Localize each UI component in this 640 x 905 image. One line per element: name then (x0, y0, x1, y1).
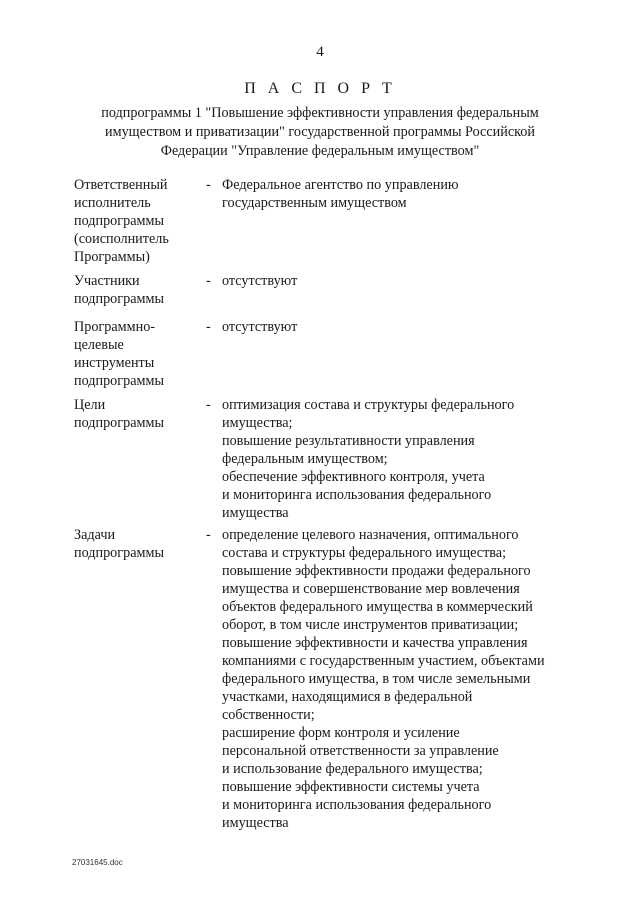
value-line: участками, находящимися в федеральной (222, 689, 473, 705)
label-line: Программы) (74, 249, 150, 265)
value-line: отсутствуют (222, 319, 298, 335)
row-dash: - (206, 177, 211, 193)
label-line: подпрограммы (74, 415, 164, 431)
label-line: подпрограммы (74, 373, 164, 389)
value-line: федерального имущества, в том числе земельными (222, 671, 531, 687)
file-name-footer: 27031645.doc (72, 858, 123, 867)
row-dash: - (206, 273, 211, 289)
label-line: Ответственный (74, 177, 168, 193)
label-line: исполнитель (74, 195, 151, 211)
value-line: Федеральное агентство по управлению (222, 177, 459, 193)
subtitle-line: Федерации "Управление федеральным имуществом" (160, 143, 480, 159)
value-line: и использование федерального имущества; (222, 761, 483, 777)
label-line: подпрограммы (74, 213, 164, 229)
row-value (222, 176, 602, 212)
value-line: отсутствуют (222, 273, 298, 289)
value-line: повышение результативности управления (222, 433, 475, 449)
value-line: компаниями с государственным участием, объектами (222, 653, 545, 669)
page-number: 4 (316, 44, 324, 60)
row-value (222, 318, 602, 336)
value-line: повышение эффективности системы учета (222, 779, 480, 795)
value-line: имущества и совершенствование мер вовлечения (222, 581, 520, 597)
value-line: государственным имуществом (222, 195, 407, 211)
row-dash: - (206, 319, 211, 335)
label-line: Задачи (74, 527, 116, 543)
value-line: повышение эффективности продажи федерального (222, 563, 531, 579)
label-line: Участники (74, 273, 140, 289)
value-line: персональной ответственности за управление (222, 743, 499, 759)
row-label (74, 396, 194, 432)
value-line: определение целевого назначения, оптимального (222, 527, 519, 543)
label-line: подпрограммы (74, 545, 164, 561)
document-title: П А С П О Р Т (244, 80, 396, 97)
value-line: оптимизация состава и структуры федерального (222, 397, 515, 413)
value-line: повышение эффективности и качества управления (222, 635, 528, 651)
value-line: федеральным имуществом; (222, 451, 388, 467)
row-value (222, 396, 602, 522)
value-line: расширение форм контроля и усиление (222, 725, 460, 741)
row-value (222, 526, 602, 832)
row-label (74, 526, 194, 562)
document-subtitle (70, 104, 570, 161)
value-line: имущества (222, 815, 289, 831)
value-line: и мониторинга использования федерального (222, 487, 492, 503)
value-line: собственности; (222, 707, 315, 723)
subtitle-line: имуществом и приватизации" государственной программы Российской (105, 124, 535, 140)
value-line: объектов федерального имущества в коммерческий (222, 599, 533, 615)
row-label (74, 318, 194, 390)
label-line: инструменты (74, 355, 155, 371)
label-line: подпрограммы (74, 291, 164, 307)
label-line: Цели (74, 397, 106, 413)
label-line: целевые (74, 337, 124, 353)
value-line: обеспечение эффективного контроля, учета (222, 469, 485, 485)
value-line: состава и структуры федерального имущества; (222, 545, 507, 561)
row-label (74, 176, 194, 266)
value-line: имущества; (222, 415, 293, 431)
value-line: имущества (222, 505, 289, 521)
label-line: Программно- (74, 319, 156, 335)
label-line: (соисполнитель (74, 231, 169, 247)
value-line: оборот, в том числе инструментов приватизации; (222, 617, 519, 633)
row-label (74, 272, 194, 308)
value-line: и мониторинга использования федерального (222, 797, 492, 813)
row-value (222, 272, 602, 290)
row-dash: - (206, 527, 211, 543)
row-dash: - (206, 397, 211, 413)
subtitle-line: подпрограммы 1 "Повышение эффективности управления федеральным (101, 105, 539, 121)
